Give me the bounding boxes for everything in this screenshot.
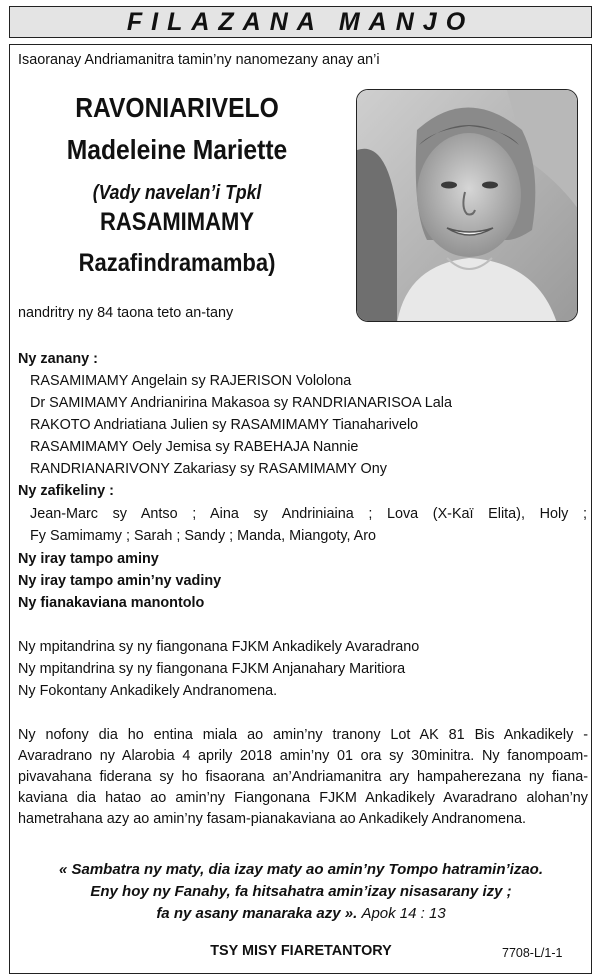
portrait-photo bbox=[356, 89, 578, 322]
church-line: Ny mpitandrina sy ny fiangonana FJKM Anjanahary Maritiora bbox=[18, 661, 406, 677]
banner bbox=[9, 6, 592, 38]
announcement-line: Avaradrano ny Alarobia 4 aprily 2018 amin’ny 01 ora sy 30minitra. Ny fanompoam- bbox=[18, 748, 588, 764]
spouse-surname: RASAMIMAMY bbox=[100, 208, 254, 236]
quote-line-last bbox=[12, 903, 590, 924]
portrait-image bbox=[357, 90, 578, 322]
quote-line: « Sambatra ny maty, dia izay maty ao amin’ny Tompo hatramin’izao. bbox=[58, 861, 544, 878]
family-line: Ny iray tampo amin’ny vadiny bbox=[18, 573, 222, 589]
quote-line: Eny hoy ny Fanahy, fa hitsahatra amin’izay nisasarany izy ; bbox=[90, 883, 512, 900]
children-heading: Ny zanany : bbox=[18, 351, 98, 367]
intro-text: Isaoranay Andriamanitra tamin’ny nanomezany anay an’i bbox=[18, 52, 380, 68]
church-line: Ny mpitandrina sy ny fiangonana FJKM Ankadikely Avaradrano bbox=[18, 639, 420, 655]
deceased-given-names: Madeleine Mariette bbox=[66, 134, 288, 165]
age-line: nandritry ny 84 taona teto an-tany bbox=[18, 305, 234, 321]
child-item: RASAMIMAMY Oely Jemisa sy RABEHAJA Nannie bbox=[30, 439, 359, 455]
quote-text: fa ny asany manaraka azy ». bbox=[156, 905, 358, 922]
announcement-line: pivavahana fiderana sy ho fisaorana an’Andriamanitra ary hampaherezana ny fiana- bbox=[18, 769, 588, 785]
deceased-spouse-intro: (Vady navelan’i Tpkl bbox=[92, 182, 262, 204]
spouse-given-name: Razafindramamba) bbox=[78, 249, 276, 277]
child-item: RASAMIMAMY Angelain sy RAJERISON Vololona bbox=[30, 373, 352, 389]
deceased-surname: RAVONIARIVELO bbox=[75, 92, 279, 123]
grandchildren-line: Jean-Marc sy Antso ; Aina sy Andriniaina ; Lova (X-Kaï Elita), Holy ; bbox=[30, 506, 587, 522]
announcement-line: Ny nofony dia ho entina miala ao amin’ny tranony Lot AK 81 Bis Ankadikely - bbox=[18, 727, 588, 743]
banner-title: FILAZANA MANJO bbox=[126, 7, 475, 36]
family-line: Ny iray tampo aminy bbox=[18, 551, 159, 567]
funeral-announcement bbox=[18, 725, 588, 830]
family-line: Ny fianakaviana manontolo bbox=[18, 595, 205, 611]
child-item: RANDRIANARIVONY Zakariasy sy RASAMIMAMY Ony bbox=[30, 461, 387, 477]
ad-code: 7708-L/1-1 bbox=[502, 946, 563, 960]
grandchildren-heading: Ny zafikeliny : bbox=[18, 483, 114, 499]
child-item: Dr SAMIMAMY Andrianirina Makasoa sy RANDRIANARISOA Lala bbox=[30, 395, 452, 411]
announcement-line: hametrahana azy ao amin’ny fasam-pianakaviana ao Ankadikely Andranomena. bbox=[18, 811, 526, 827]
quote-reference: Apok 14 : 13 bbox=[361, 905, 446, 922]
announcement-line: kaviana dia hatao ao amin’ny Fiangonana FJKM Ankadikely Avaradrano alohan’ny bbox=[18, 790, 588, 806]
church-line: Ny Fokontany Ankadikely Andranomena. bbox=[18, 683, 278, 699]
child-item: RAKOTO Andriatiana Julien sy RASAMIMAMY Tianaharivelo bbox=[30, 417, 419, 433]
grandchildren-line: Fy Samimamy ; Sarah ; Sandy ; Manda, Miangoty, Aro bbox=[30, 528, 377, 544]
footer-note: TSY MISY FIARETANTORY bbox=[210, 943, 392, 959]
